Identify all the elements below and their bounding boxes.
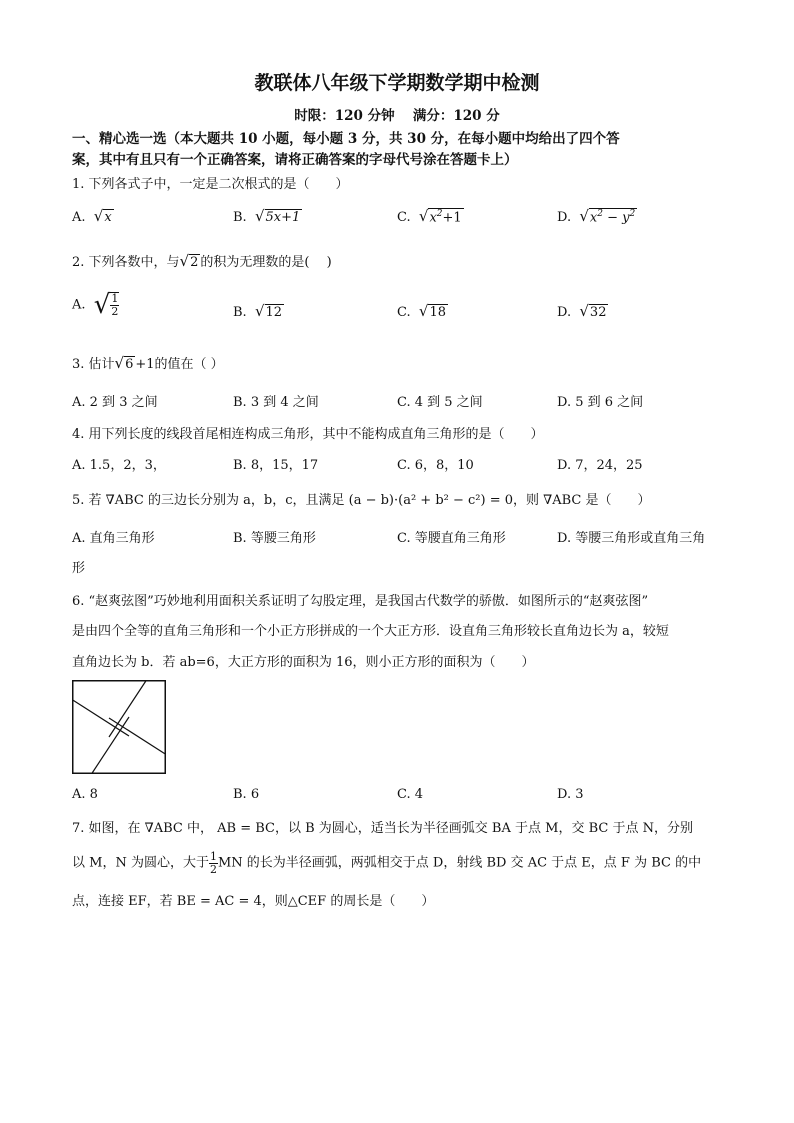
sqrt-icon: √ [418, 302, 429, 320]
radicand: 5x+1 [265, 210, 301, 225]
question-7-line-3: 点，连接 EF，若 BE = AC = 4，则△CEF 的周长是（ ） [72, 894, 435, 909]
question-5-option-a: A. 直角三角形 [72, 531, 155, 546]
radicand: x [104, 210, 112, 225]
exam-info: 时限：120 分钟 满分：120 分 [294, 108, 500, 124]
question-6-option-a: A. 8 [72, 787, 98, 802]
question-6-line-3: 直角边长为 b．若 ab=6，大正方形的面积为 16，则小正方形的面积为（ ） [72, 655, 535, 670]
question-5-option-c: C. 等腰直角三角形 [397, 531, 506, 546]
option-label: C. [397, 305, 411, 320]
question-2-option-a [72, 290, 119, 320]
question-2-option-d [557, 302, 608, 320]
question-3-stem: 3. 估计√6 +1的值在（ ） [72, 354, 224, 372]
option-label: C. [397, 210, 411, 225]
question-6-option-c: C. 4 [397, 787, 424, 802]
option-label: B. [233, 210, 247, 225]
triangle-leg-2 [109, 681, 146, 737]
sqrt-icon: √ [114, 354, 125, 372]
option-label: A. [72, 297, 86, 313]
radicand: 32 [589, 305, 607, 320]
question-6-option-d: D. 3 [557, 787, 584, 802]
question-2-option-c [397, 302, 448, 320]
question-5-option-d-wrap: 形 [72, 561, 86, 576]
question-5-option-b: B. 等腰三角形 [233, 531, 316, 546]
section-heading-line-1: 一、精心选一选（本大题共 10 小题，每小题 3 分，共 30 分，在每小题中均给出了四个答 [72, 131, 620, 147]
question-1-option-c [397, 207, 464, 225]
sqrt-icon: √ [254, 207, 265, 225]
question-6-line-2: 是由四个全等的直角三角形和一个小正方形拼成的一个大正方形．设直角三角形较长直角边长为 a，较短 [72, 624, 669, 639]
option-label: D. [557, 210, 572, 225]
question-1-stem: 1. 下列各式子中，一定是二次根式的是（ ） [72, 177, 349, 192]
section-heading-line-2: 案，其中有且只有一个正确答案，请将正确答案的字母代号涂在答题卡上） [72, 152, 518, 168]
question-1-option-a [72, 207, 114, 225]
radicand: $x^2+1$ [429, 208, 462, 225]
question-5-stem: 5. 若 ∇ABC 的三边长分别为 a，b，c，且满足 (a − b)·(a² + b² − c²) = 0，则 ∇ABC 是（ ） [72, 493, 651, 508]
sqrt-icon: √ [179, 252, 190, 270]
option-label: D. [557, 305, 572, 320]
question-3-option-a: A. 2 到 3 之间 [72, 395, 158, 410]
question-4-option-a: A. 1.5，2，3， [72, 458, 166, 473]
radicand: $x^2 - y^2$ [589, 208, 636, 225]
question-4-option-b: B. 8，15，17 [233, 458, 319, 473]
triangle-leg-3 [109, 718, 165, 754]
question-1-option-d [557, 207, 637, 225]
question-3-option-c: C. 4 到 5 之间 [397, 395, 483, 410]
question-2-option-b [233, 302, 284, 320]
question-7-line-2: 以 M，N 为圆心，大于 $\frac{1}{2}$ MN 的长为半径画弧，两弧相交于点 D，射线 BD 交 AC 于点 E，点 F 为 BC 的中 [72, 850, 702, 876]
radicand: 12 [265, 305, 283, 320]
question-3-option-d: D. 5 到 6 之间 [557, 395, 644, 410]
question-4-option-c: C. 6，8，10 [397, 458, 474, 473]
question-7-line-1: 7. 如图，在 ∇ABC 中， AB = BC，以 B 为圆心，适当长为半径画弧交 BA 于点 M，交 BC 于点 N，分别 [72, 821, 693, 836]
sqrt-icon: √ [579, 207, 589, 225]
question-4-option-d: D. 7，24，25 [557, 458, 643, 473]
question-3-option-b: B. 3 到 4 之间 [233, 395, 319, 410]
sqrt-icon: √ [418, 207, 429, 225]
sqrt-icon: √ [93, 207, 104, 225]
question-5-option-d: D. 等腰三角形或直角三角 [557, 531, 706, 546]
fraction: $\frac{1}{2}$ [111, 292, 119, 318]
outer-square [73, 681, 166, 774]
question-6-line-1: 6. “赵爽弦图”巧妙地利用面积关系证明了勾股定理，是我国古代数学的骄傲．如图所示的“赵爽弦图” [72, 594, 649, 609]
question-1-option-b [233, 207, 302, 225]
option-label: B. [233, 305, 247, 320]
page-title: 教联体八年级下学期数学期中检测 [254, 72, 540, 94]
question-6-option-b: B. 6 [233, 787, 260, 802]
zhao-shuang-diagram [72, 680, 166, 774]
question-2-stem: 2. 下列各数中，与√2 的积为无理数的是( ) [72, 252, 332, 270]
fraction: $\frac{1}{2}$ [209, 850, 217, 876]
question-4-stem: 4. 用下列长度的线段首尾相连构成三角形，其中不能构成直角三角形的是（ ） [72, 427, 544, 442]
sqrt-icon: √ [254, 302, 265, 320]
radicand: 18 [429, 305, 446, 320]
triangle-leg-4 [92, 717, 129, 773]
sqrt-icon: √ [93, 290, 111, 320]
sqrt-icon: √ [579, 302, 589, 320]
option-label: A. [72, 210, 86, 225]
